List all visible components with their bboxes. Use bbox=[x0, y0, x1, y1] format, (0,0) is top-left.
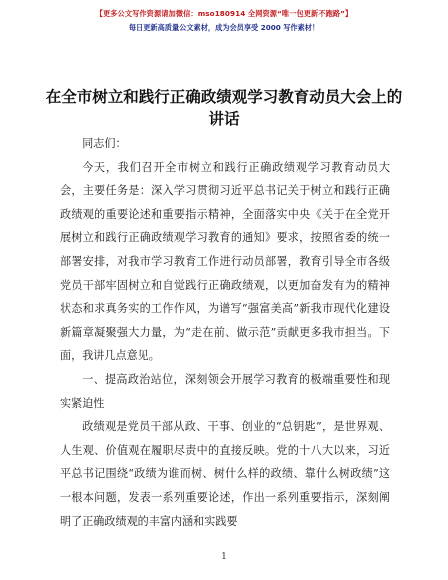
promo-header-line-2: 每日更新高质量公文素材，成为会员享受 2000 写作素材！ bbox=[128, 23, 320, 32]
salutation: 同志们： bbox=[82, 137, 127, 150]
body-paragraph-1: 政绩观是党员干部从政、干事、创业的“总钥匙”，是世界观、人生观、价值观在履职尽责中的直接反映。党的十八大以来，习近平总书记围绕“政绩为谁而树、树什么样的政绩、靠什么树政绩”这一根本问题，发表一系列重要论述，作出一系列重要指示，深刻阐明了正确政绩观的丰富内涵和实践要 bbox=[60, 420, 390, 528]
section-heading-1: 一、提高政治站位，深刻领会开展学习教育的极端重要性和现实紧迫性 bbox=[60, 372, 390, 410]
body-paragraph-intro: 今天，我们召开全市树立和践行正确政绩观学习教育动员大会，主要任务是：深入学习贯彻习近平总书记关于树立和践行正确政绩观的重要论述和重要指示精神，全面落实中央《关于在全党开展树立和践行正确政绩观学习教育的通知》要求，按照省委的统一部署安排，对我市学习教育工作进行动员部署，教育引导全市各级党员干部牢固树立和自觉践行正确政绩观，以更加奋发有为的精神状态和求真务实的工作作风，为谱写“强富美高”新我市现代化建设新篇章凝聚强大力量，为“走在前、做示范”贡献更多我市担当。下面，我讲几点意见。 bbox=[60, 160, 390, 363]
promo-header-line-1: 【更多公文写作资源请加微信：mso180914 全网资源“唯一包更新不跑路”】 bbox=[95, 9, 353, 18]
document-title: 在全市树立和践行正确政绩观学习教育动员大会上的讲话 bbox=[45, 88, 403, 128]
document-body bbox=[60, 132, 390, 533]
page-number: 1 bbox=[221, 552, 227, 562]
promo-header-banner bbox=[0, 8, 448, 34]
